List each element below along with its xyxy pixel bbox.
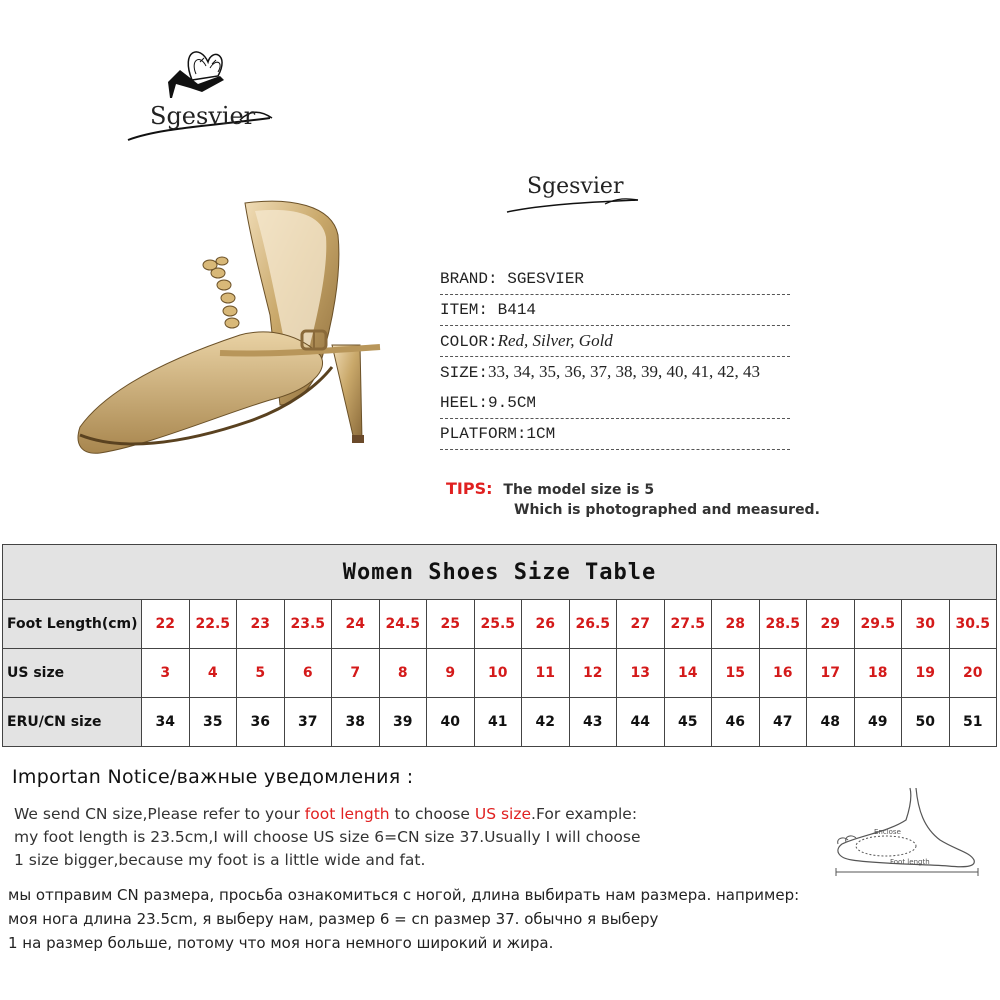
notice-russian bbox=[8, 883, 993, 955]
spec-platform bbox=[440, 421, 790, 450]
size-cell: 47 bbox=[759, 698, 807, 747]
brand-logo-small-text: Sgesvier bbox=[527, 174, 624, 199]
size-cell: 27 bbox=[617, 600, 665, 649]
size-cell: 6 bbox=[284, 649, 332, 698]
foot-label-enclose: Enclose bbox=[874, 828, 901, 836]
notice-title: Importan Notice/важные уведомления : bbox=[12, 766, 414, 788]
size-cell: 22.5 bbox=[189, 600, 237, 649]
table-row bbox=[3, 649, 997, 698]
size-cell: 14 bbox=[664, 649, 712, 698]
size-cell: 3 bbox=[142, 649, 190, 698]
size-cell: 36 bbox=[237, 698, 285, 747]
size-cell: 15 bbox=[712, 649, 760, 698]
size-cell: 29.5 bbox=[854, 600, 902, 649]
notice-text: .For example: bbox=[531, 805, 638, 823]
size-cell: 43 bbox=[569, 698, 617, 747]
spec-label: COLOR: bbox=[440, 333, 498, 351]
size-cell: 49 bbox=[854, 698, 902, 747]
tips-line1 bbox=[446, 479, 896, 498]
brand-logo bbox=[120, 40, 280, 150]
product-image bbox=[70, 195, 420, 520]
size-cell: 4 bbox=[189, 649, 237, 698]
tips-label: TIPS: bbox=[446, 479, 493, 498]
size-cell: 26 bbox=[522, 600, 570, 649]
spec-value: 1CM bbox=[526, 425, 556, 443]
notice-highlight-foot-length: foot length bbox=[304, 805, 390, 823]
size-cell: 20 bbox=[949, 649, 997, 698]
size-cell: 39 bbox=[379, 698, 427, 747]
size-cell: 11 bbox=[522, 649, 570, 698]
spec-brand bbox=[440, 266, 790, 295]
notice-highlight-us-size: US size bbox=[474, 805, 532, 823]
row-header: Foot Length(cm) bbox=[3, 600, 142, 649]
size-cell: 48 bbox=[807, 698, 855, 747]
table-row bbox=[3, 600, 997, 649]
spec-label: BRAND: bbox=[440, 270, 508, 288]
notice-text: to choose bbox=[389, 805, 475, 823]
size-cell: 44 bbox=[617, 698, 665, 747]
size-cell: 10 bbox=[474, 649, 522, 698]
ru-line3: 1 на размер больше, потому что моя нога немного широкий и жира. bbox=[8, 934, 554, 952]
row-header: ERU/CN size bbox=[3, 698, 142, 747]
size-cell: 35 bbox=[189, 698, 237, 747]
size-cell: 41 bbox=[474, 698, 522, 747]
size-cell: 40 bbox=[427, 698, 475, 747]
notice-line2: my foot length is 23.5cm,I will choose US size 6=CN size 37.Usually I will choose bbox=[14, 828, 641, 846]
size-cell: 26.5 bbox=[569, 600, 617, 649]
size-cell: 30.5 bbox=[949, 600, 997, 649]
size-cell: 45 bbox=[664, 698, 712, 747]
size-cell: 28 bbox=[712, 600, 760, 649]
ru-line2: моя нога длина 23.5cm, я выберу нам, размер 6 = cn размер 37. обычно я выберу bbox=[8, 910, 659, 928]
spec-label: HEEL: bbox=[440, 394, 489, 412]
size-table bbox=[2, 544, 997, 747]
size-cell: 18 bbox=[854, 649, 902, 698]
row-header: US size bbox=[3, 649, 142, 698]
foot-diagram bbox=[828, 780, 988, 880]
spec-label: SIZE: bbox=[440, 364, 489, 382]
brand-logo-small bbox=[505, 172, 640, 217]
notice-line3: 1 size bigger,because my foot is a little wide and fat. bbox=[14, 851, 426, 869]
size-cell: 12 bbox=[569, 649, 617, 698]
spec-heel bbox=[440, 390, 790, 419]
foot-label-length: Foot length bbox=[890, 858, 930, 866]
size-table-title-row bbox=[3, 545, 997, 600]
spec-value: Red, Silver, Gold bbox=[497, 331, 613, 350]
size-cell: 24 bbox=[332, 600, 380, 649]
size-cell: 51 bbox=[949, 698, 997, 747]
spec-value: 33, 34, 35, 36, 37, 38, 39, 40, 41, 42, 43 bbox=[488, 362, 761, 381]
spec-value: B414 bbox=[497, 301, 537, 319]
spec-size bbox=[440, 359, 840, 387]
size-cell: 8 bbox=[379, 649, 427, 698]
tips-text2: Which is photographed and measured. bbox=[514, 502, 820, 518]
size-cell: 27.5 bbox=[664, 600, 712, 649]
size-cell: 50 bbox=[902, 698, 950, 747]
size-cell: 24.5 bbox=[379, 600, 427, 649]
swoosh-icon bbox=[505, 196, 640, 216]
notice-english bbox=[14, 803, 814, 872]
size-cell: 42 bbox=[522, 698, 570, 747]
table-row bbox=[3, 698, 997, 747]
size-cell: 29 bbox=[807, 600, 855, 649]
spec-value: SGESVIER bbox=[507, 270, 585, 288]
notice-line1 bbox=[14, 803, 814, 826]
tips-text1: The model size is 5 bbox=[503, 482, 655, 498]
spec-value: 9.5CM bbox=[488, 394, 537, 412]
size-cell: 23.5 bbox=[284, 600, 332, 649]
spec-color bbox=[440, 328, 790, 357]
brand-logo-text: Sgesvier bbox=[150, 102, 256, 130]
size-cell: 13 bbox=[617, 649, 665, 698]
size-cell: 22 bbox=[142, 600, 190, 649]
size-cell: 9 bbox=[427, 649, 475, 698]
size-cell: 34 bbox=[142, 698, 190, 747]
size-cell: 30 bbox=[902, 600, 950, 649]
ru-line1: мы отправим CN размера, просьба ознакомиться с ногой, длина выбирать нам размера. например: bbox=[8, 886, 800, 904]
size-cell: 5 bbox=[237, 649, 285, 698]
size-table-title: Women Shoes Size Table bbox=[3, 545, 997, 600]
size-cell: 37 bbox=[284, 698, 332, 747]
gold-pump-shoe-icon bbox=[70, 195, 420, 520]
size-cell: 23 bbox=[237, 600, 285, 649]
size-cell: 28.5 bbox=[759, 600, 807, 649]
spec-label: PLATFORM: bbox=[440, 425, 527, 443]
size-cell: 16 bbox=[759, 649, 807, 698]
notice-text: We send CN size,Please refer to your bbox=[14, 805, 305, 823]
butterfly-heel-icon bbox=[120, 40, 280, 150]
spec-label: ITEM: bbox=[440, 301, 498, 319]
size-cell: 7 bbox=[332, 649, 380, 698]
size-cell: 38 bbox=[332, 698, 380, 747]
size-cell: 17 bbox=[807, 649, 855, 698]
size-cell: 46 bbox=[712, 698, 760, 747]
size-cell: 19 bbox=[902, 649, 950, 698]
spec-item bbox=[440, 297, 790, 326]
tips bbox=[446, 479, 896, 518]
size-cell: 25.5 bbox=[474, 600, 522, 649]
size-cell: 25 bbox=[427, 600, 475, 649]
